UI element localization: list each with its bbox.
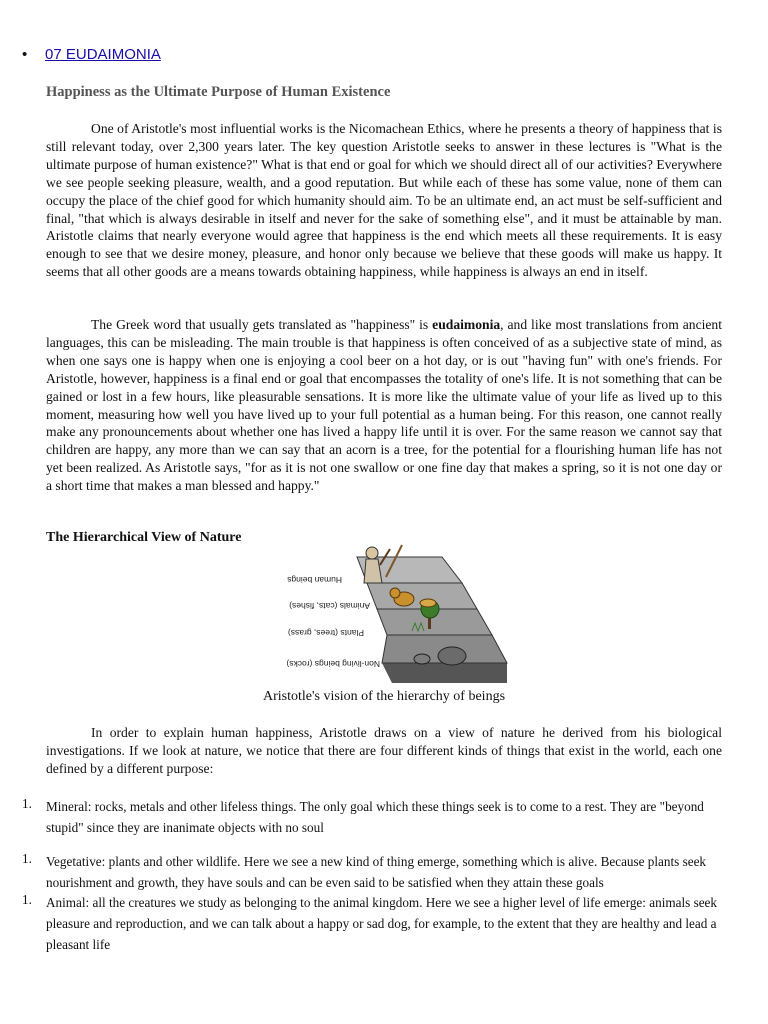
list-number: 1. <box>22 851 32 866</box>
paragraph-3 <box>46 724 722 778</box>
list-number: 1. <box>22 796 32 811</box>
section-heading-happiness: Happiness as the Ultimate Purpose of Human Existence <box>46 84 391 100</box>
paragraph-2-text-a: The Greek word that usually gets translated as "happiness" is <box>91 317 433 332</box>
label-plants: Plants (trees, grass) <box>287 628 364 638</box>
list-number: 1. <box>22 892 32 907</box>
paragraph-3-text: In order to explain human happiness, Aristotle draws on a view of nature he derived from his biological investigations. If we look at nature, we notice that there are four different kinds of things that exist in the world, each one defined by a different purpose: <box>46 725 722 776</box>
paragraph-2-text-b: , and like most translations from ancient languages, this can be misleading. The main trouble is that happiness is often conceived of as a subjective state of mind, as when one says one is happy when one is enjoying a cool beer on a hot day, or is out "having fun" with one's friends. For Aristotle, however, happiness is a final end or goal that encompasses the totality of one's life. It is not something that can be gained or lost in a few hours, like pleasurable sensations. It is more like the ultimate value of your life as lived up to this moment, measuring how well you have lived up to your full potential as a human being. For this reason, one cannot really make any pronouncements about whether one has lived a happy life until it is over. For the same reason we cannot say that children are happy, any more than we can say that an acorn is a tree, for the potential for a flourishing human life has not yet been realized. As Aristotle says, "for as it is not one swallow or one fine day that makes a spring, so it is not one day or a short time that makes a man blessed and happy." <box>46 317 722 494</box>
list-item-animal: Animal: all the creatures we study as belonging to the animal kingdom. Here we see a higher level of life emerge: animals seek pleasure and reproduction, and we can talk about a happy or sad dog, for example, to the extent that they are healthy and lead a pleasant life <box>46 895 717 952</box>
eudaimonia-term: eudaimonia <box>432 317 501 332</box>
paragraph-1 <box>46 120 722 281</box>
bullet-dot: • <box>22 46 28 63</box>
chapter-link[interactable]: 07 EUDAIMONIA <box>45 46 161 63</box>
label-non-living: Non-living beings (rocks) <box>286 659 380 669</box>
section-heading-hierarchy: The Hierarchical View of Nature <box>46 530 242 545</box>
label-animals: Animals (cats, fishes) <box>289 601 370 611</box>
figure-caption: Aristotle's vision of the hierarchy of beings <box>262 689 506 704</box>
hierarchy-staircase-figure <box>262 543 512 683</box>
list-item-mineral: Mineral: rocks, metals and other lifeless things. The only goal which these things seek is to come to a rest. They are "beyond stupid" since they are inanimate objects with no soul <box>46 799 704 835</box>
paragraph-1-text: One of Aristotle's most influential works is the Nicomachean Ethics, where he presents a theory of happiness that is still relevant today, over 2,300 years later. The key question Aristotle seeks to answer in these lectures is "What is the ultimate purpose of human existence?" What is that end or goal for which we should direct all of our activities? Everywhere we see people seeking pleasure, wealth, and a good reputation. But while each of these has some value, none of them can occupy the place of the chief good for which humanity should aim. To be an ultimate end, an act must be self-sufficient and final, "that which is always desirable in itself and never for the sake of something else", and it must be attainable by man. Aristotle claims that nearly everyone would agree that happiness is the end which meets all these requirements. It is easy enough to see that we desire money, pleasure, and honor only because we believe that these goods will make us happy. It seems that all other goods are a means towards obtaining happiness, while happiness is always an end in itself. <box>46 121 722 280</box>
paragraph-2 <box>46 316 722 495</box>
list-item-vegetative: Vegetative: plants and other wildlife. Here we see a new kind of thing emerge, something which is alive. Because plants seek nourishment and growth, they have souls and can be even said to be satisfied when they attain these goals <box>46 854 707 890</box>
label-human-beings: Human beings <box>287 575 342 585</box>
